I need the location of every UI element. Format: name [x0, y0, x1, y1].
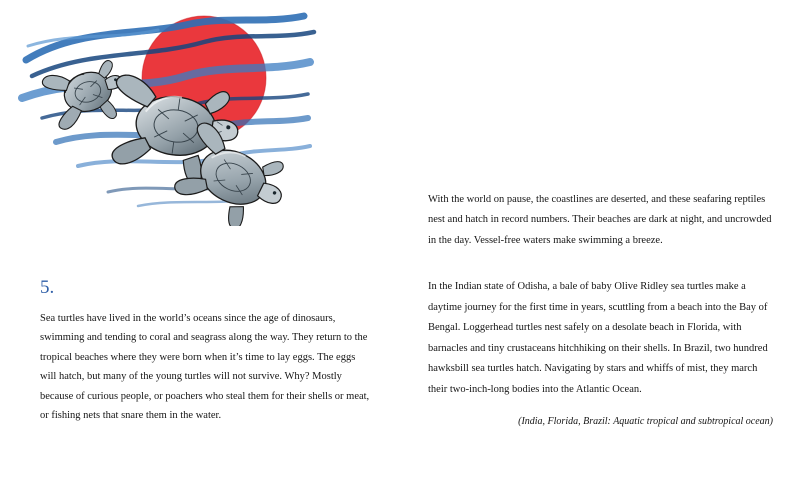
sea-turtles-illustration: [18, 6, 348, 226]
right-text-column: [428, 190, 773, 430]
left-body-paragraph: Sea turtles have lived in the world’s oceans since the age of dinosaurs, swimming and tending to coral and seagrass along the way. They return to the tropical beaches where they were born when it’s time to lay eggs. The eggs will hatch, but many of the young turtles will not survive. Why? Mostly because of curious people, or poachers who steal them for their shells or meat, or fishing nets that snare them in the water.: [40, 313, 370, 422]
left-text-column: [40, 278, 370, 426]
entry-number: 5.: [40, 277, 55, 298]
right-paragraph-1: With the world on pause, the coastlines are deserted, and these seafaring reptiles nest and hatch in record numbers. Their beaches are dark at night, and uncrowded in the day. Vessel-free waters make swimming a breeze.: [428, 194, 772, 246]
right-paragraph-2: In the Indian state of Odisha, a bale of baby Olive Ridley sea turtles make a daytime journey for the first time in years, scuttling from a beach into the Bay of Bengal. Loggerhead turtles nest safely on a desolate beach in Florida, with barnacles and tiny crustaceans hitchhiking on their shells. In Brazil, two hundred hawksbill sea turtles hatch. Navigating by stars and whiffs of mist, they march their two-inch-long bodies into the Atlantic Ocean.: [428, 281, 768, 395]
location-caption: (India, Florida, Brazil: Aquatic tropical and subtropical ocean): [518, 416, 773, 428]
